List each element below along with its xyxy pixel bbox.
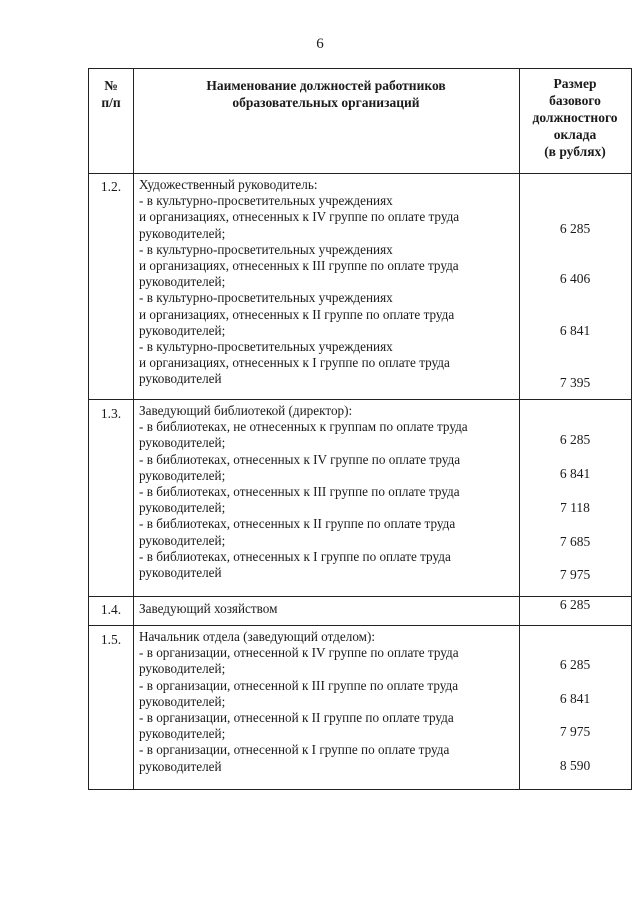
position-description: Художественный руководитель: - в культурно-просветительных учреждениях и организациях, отнесенных к IV группе по оплате труда руководителей; - в культурно-просветительных учреждениях и организациях, отнесенных к III группе по оплате труда руководителей; - в культурно-просветительных учреждениях и организациях, отнесенных к II группе по оплате труда руководителей; - в культурно-просветительных учреждениях и организациях, отнесенных к I группе по оплате труда руководителей bbox=[139, 177, 460, 387]
row-divider bbox=[89, 173, 631, 174]
row-divider bbox=[89, 625, 631, 626]
salary-table bbox=[88, 68, 632, 790]
salary-value: 6 841 bbox=[559, 466, 591, 481]
page-number: 6 bbox=[316, 36, 324, 52]
row-divider bbox=[89, 399, 631, 400]
salary-value: 6 285 bbox=[559, 657, 591, 672]
salary-value: 8 590 bbox=[559, 758, 591, 773]
salary-value: 7 975 bbox=[559, 567, 591, 582]
header-number: № п/п bbox=[101, 78, 121, 110]
salary-value: 6 841 bbox=[559, 323, 591, 338]
position-description: Заведующий хозяйством bbox=[139, 601, 278, 616]
row-number: 1.2. bbox=[100, 179, 122, 194]
salary-value: 7 395 bbox=[559, 375, 591, 390]
row-number: 1.5. bbox=[100, 632, 122, 647]
position-description: Заведующий библиотекой (директор): - в библиотеках, не отнесенных к группам по оплате труда руководителей; - в библиотеках, отнесенных к IV группе по оплате труда руководителей; - в библиотеках, отнесенных к III группе по оплате труда руководителей; - в библиотеках, отнесенных к II группе по оплате труда руководителей; - в библиотеках, отнесенных к I группе по оплате труда руководителей bbox=[139, 403, 468, 581]
column-divider bbox=[133, 69, 134, 789]
column-divider bbox=[519, 69, 520, 789]
salary-value: 6 406 bbox=[559, 271, 591, 286]
salary-value: 6 285 bbox=[559, 221, 591, 236]
salary-value: 6 285 bbox=[559, 597, 591, 612]
header-salary: Размер базового должностного оклада (в рублях) bbox=[532, 76, 618, 159]
salary-value: 7 685 bbox=[559, 534, 591, 549]
salary-value: 6 285 bbox=[559, 432, 591, 447]
salary-value: 7 118 bbox=[560, 500, 590, 515]
header-position-name: Наименование должностей работников образовательных организаций bbox=[206, 78, 446, 110]
salary-value: 7 975 bbox=[559, 724, 591, 739]
row-number: 1.4. bbox=[100, 602, 122, 617]
salary-value: 6 841 bbox=[559, 691, 591, 706]
position-description: Начальник отдела (заведующий отделом): - в организации, отнесенной к IV группе по оплате труда руководителей; - в организации, отнесенной к III группе по оплате труда руководителей; - в организации, отнесенной к II группе по оплате труда руководителей; - в организации, отнесенной к I группе по оплате труда руководителей bbox=[139, 629, 459, 774]
row-number: 1.3. bbox=[100, 406, 122, 421]
